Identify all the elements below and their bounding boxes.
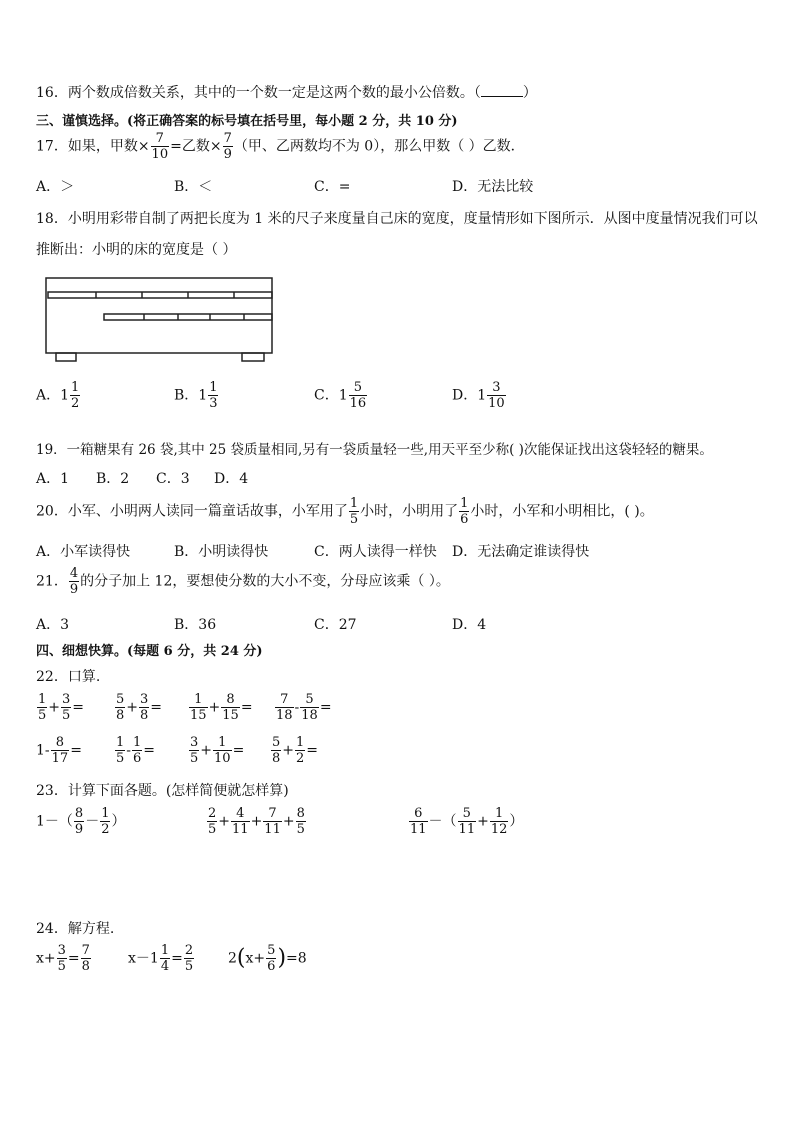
option-a[interactable]: A．1 — [36, 471, 70, 487]
option-c[interactable]: C．1 $\frac{5}{16}$ — [314, 380, 367, 411]
mental-calc-item: $\frac{7}{18}$ - $\frac{5}{18}$ = — [276, 692, 332, 723]
equation-2: x－1 $\frac{1}{4}$ = $\frac{2}{5}$ — [128, 943, 194, 974]
question-17: 17．如果，甲数× $\frac{7}{10}$ =乙数× $\frac{7}{9}$ （甲、乙两数均不为 0），那么甲数（ ）乙数． — [36, 131, 525, 162]
calc-expression-3: $\frac{6}{11}$ －（ $\frac{5}{11}$ + $\frac{1}{12}$ ） — [410, 806, 524, 837]
question-18-line1: 18．小明用彩带自制了两把长度为 1 米的尺子来度量自己床的宽度，度量情形如下图所示．从图中度量情况我们可以 — [36, 211, 758, 227]
option-b[interactable]: B．36 — [174, 617, 217, 633]
question-16: 16．两个数成倍数关系，其中的一个数一定是这两个数的最小公倍数。（ ） — [36, 85, 537, 101]
option-b[interactable]: B．＜ — [174, 179, 213, 195]
option-a[interactable]: A．3 — [36, 617, 70, 633]
option-d[interactable]: D．无法确定谁读得快 — [452, 544, 590, 560]
question-22-title: 22．口算. — [36, 669, 101, 685]
option-d[interactable]: D．4 — [452, 617, 487, 633]
mental-calc-item: $\frac{1}{5}$ + $\frac{3}{5}$ = — [38, 692, 85, 723]
calc-expression-2: $\frac{2}{5}$ + $\frac{4}{11}$ + $\frac{7}{11}$ + $\frac{8}{5}$ — [208, 806, 305, 837]
mental-calc-item: $\frac{3}{5}$ + $\frac{1}{10}$ = — [190, 735, 245, 766]
mental-calc-item: $\frac{1}{5}$ - $\frac{1}{6}$ = — [116, 735, 156, 766]
option-c[interactable]: C．两人读得一样快 — [314, 544, 437, 560]
section-3-heading: 三、谨慎选择。(将正确答案的标号填在括号里，每小题 2 分，共 10 分) — [36, 114, 458, 129]
option-a[interactable]: A．1 $\frac{1}{2}$ — [36, 380, 80, 411]
calc-expression-1: 1－（ $\frac{8}{9}$ － $\frac{1}{2}$ ） — [36, 806, 126, 837]
option-c[interactable]: C．= — [314, 179, 351, 195]
equation-3: 2(x+ $\frac{5}{6}$ )=8 — [228, 943, 307, 974]
option-b[interactable]: B．1 $\frac{1}{3}$ — [174, 380, 218, 411]
equation-1: x+ $\frac{3}{5}$ = $\frac{7}{8}$ — [36, 943, 90, 974]
question-23-title: 23．计算下面各题。(怎样简便就怎样算) — [36, 783, 289, 799]
option-b[interactable]: B．2 — [96, 471, 130, 487]
mental-calc-item: $\frac{5}{8}$ + $\frac{1}{2}$ = — [272, 735, 319, 766]
option-d[interactable]: D．1 $\frac{3}{10}$ — [452, 380, 505, 411]
option-c[interactable]: C．27 — [314, 617, 357, 633]
bed-ruler-figure — [40, 268, 290, 363]
mental-calc-item: $\frac{1}{15}$ + $\frac{8}{15}$ = — [190, 692, 253, 723]
option-a[interactable]: A．＞ — [36, 179, 75, 195]
question-20: 20．小军、小明两人读同一篇童话故事，小军用了 $\frac{1}{5}$ 小时，小明用了 $\frac{1}{6}$ 小时，小军和小明相比，( )。 — [36, 496, 654, 527]
answer-blank[interactable] — [481, 84, 523, 97]
option-c[interactable]: C．3 — [156, 471, 190, 487]
mental-calc-item: $\frac{5}{8}$ + $\frac{3}{8}$ = — [116, 692, 163, 723]
question-21: 21． $\frac{4}{9}$ 的分子加上 12，要想使分数的大小不变，分母应该乘（ ）。 — [36, 566, 450, 597]
question-18-line2: 推断出：小明的床的宽度是（ ） — [36, 242, 237, 258]
option-d[interactable]: D．4 — [214, 471, 249, 487]
option-a[interactable]: A．小军读得快 — [36, 544, 131, 560]
question-24-title: 24．解方程. — [36, 921, 115, 937]
question-19: 19．一箱糖果有 26 袋,其中 25 袋质量相同,另有一袋质量轻一些,用天平至少称( )次能保证找出这袋轻轻的糖果。 — [36, 442, 713, 458]
mental-calc-item: 1- $\frac{8}{17}$ = — [36, 735, 82, 766]
option-d[interactable]: D．无法比较 — [452, 179, 534, 195]
section-4-heading: 四、细想快算。(每题 6 分，共 24 分) — [36, 644, 263, 659]
option-b[interactable]: B．小明读得快 — [174, 544, 269, 560]
